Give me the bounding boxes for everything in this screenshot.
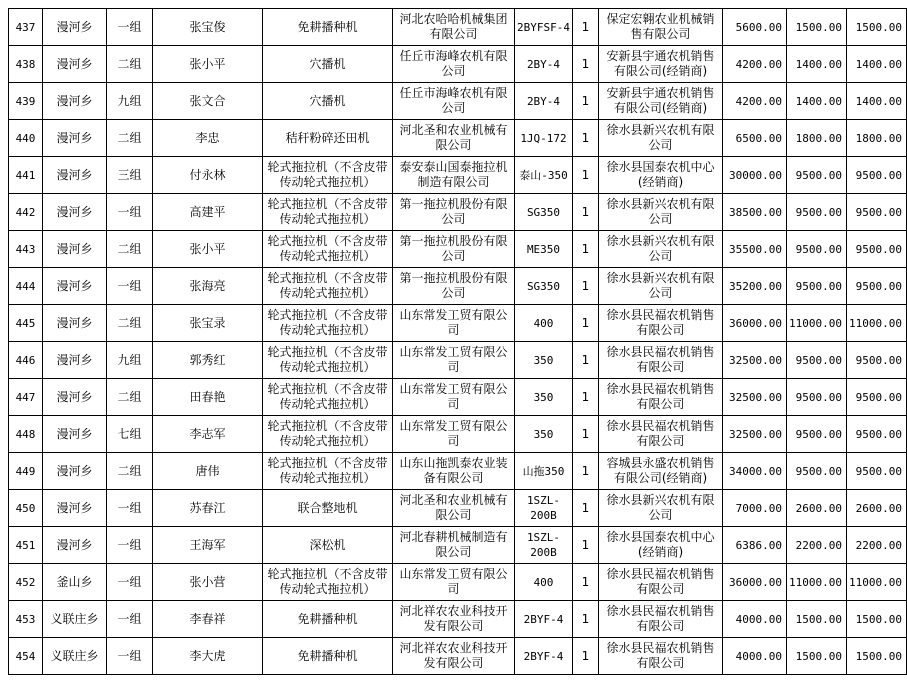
manufacturer-cell: 第一拖拉机股份有限公司 — [393, 231, 515, 268]
total-subsidy-cell: 9500.00 — [847, 194, 907, 231]
row-index-cell: 448 — [9, 416, 43, 453]
manufacturer-cell: 任丘市海峰农机有限公司 — [393, 83, 515, 120]
row-index-cell: 439 — [9, 83, 43, 120]
machine-type-cell: 穴播机 — [263, 83, 393, 120]
dealer-cell: 徐水县民福农机销售有限公司 — [599, 601, 723, 638]
sale-price-cell: 4200.00 — [723, 46, 787, 83]
quantity-cell: 1 — [573, 83, 599, 120]
row-index-cell: 442 — [9, 194, 43, 231]
group-cell: 九组 — [107, 83, 153, 120]
group-cell: 一组 — [107, 601, 153, 638]
central-subsidy-cell: 9500.00 — [787, 379, 847, 416]
group-cell: 一组 — [107, 638, 153, 675]
sale-price-cell: 6386.00 — [723, 527, 787, 564]
manufacturer-cell: 山东常发工贸有限公司 — [393, 379, 515, 416]
dealer-cell: 徐水县民福农机销售有限公司 — [599, 638, 723, 675]
dealer-cell: 徐水县国泰农机中心(经销商) — [599, 527, 723, 564]
quantity-cell: 1 — [573, 342, 599, 379]
township-cell: 漫河乡 — [43, 157, 107, 194]
sale-price-cell: 32500.00 — [723, 379, 787, 416]
model-cell: 山拖350 — [515, 453, 573, 490]
dealer-cell: 徐水县国泰农机中心(经销商) — [599, 157, 723, 194]
total-subsidy-cell: 9500.00 — [847, 157, 907, 194]
dealer-cell: 徐水县民福农机销售有限公司 — [599, 342, 723, 379]
manufacturer-cell: 山东山拖凯泰农业装备有限公司 — [393, 453, 515, 490]
model-cell: 350 — [515, 379, 573, 416]
farmer-name-cell: 张小平 — [153, 231, 263, 268]
township-cell: 漫河乡 — [43, 305, 107, 342]
farmer-name-cell: 田春艳 — [153, 379, 263, 416]
machine-type-cell: 免耕播种机 — [263, 9, 393, 46]
total-subsidy-cell: 2200.00 — [847, 527, 907, 564]
total-subsidy-cell: 11000.00 — [847, 305, 907, 342]
quantity-cell: 1 — [573, 268, 599, 305]
manufacturer-cell: 河北圣和农业机械有限公司 — [393, 120, 515, 157]
row-index-cell: 452 — [9, 564, 43, 601]
subsidy-table — [8, 8, 907, 675]
machine-type-cell: 深松机 — [263, 527, 393, 564]
quantity-cell: 1 — [573, 9, 599, 46]
row-index-cell: 444 — [9, 268, 43, 305]
quantity-cell: 1 — [573, 46, 599, 83]
manufacturer-cell: 山东常发工贸有限公司 — [393, 342, 515, 379]
table-row — [9, 305, 907, 342]
township-cell: 漫河乡 — [43, 379, 107, 416]
farmer-name-cell: 李志军 — [153, 416, 263, 453]
group-cell: 二组 — [107, 231, 153, 268]
farmer-name-cell: 李春祥 — [153, 601, 263, 638]
quantity-cell: 1 — [573, 120, 599, 157]
group-cell: 二组 — [107, 46, 153, 83]
model-cell: 400 — [515, 564, 573, 601]
farmer-name-cell: 张文合 — [153, 83, 263, 120]
farmer-name-cell: 张海亮 — [153, 268, 263, 305]
model-cell: 2BYF-4 — [515, 601, 573, 638]
group-cell: 九组 — [107, 342, 153, 379]
row-index-cell: 440 — [9, 120, 43, 157]
total-subsidy-cell: 1400.00 — [847, 83, 907, 120]
dealer-cell: 徐水县新兴农机有限公司 — [599, 194, 723, 231]
group-cell: 二组 — [107, 305, 153, 342]
total-subsidy-cell: 1400.00 — [847, 46, 907, 83]
quantity-cell: 1 — [573, 601, 599, 638]
row-index-cell: 454 — [9, 638, 43, 675]
dealer-cell: 保定宏翱农业机械销售有限公司 — [599, 9, 723, 46]
quantity-cell: 1 — [573, 194, 599, 231]
table-row — [9, 342, 907, 379]
central-subsidy-cell: 11000.00 — [787, 564, 847, 601]
dealer-cell: 徐水县新兴农机有限公司 — [599, 120, 723, 157]
farmer-name-cell: 张宝录 — [153, 305, 263, 342]
manufacturer-cell: 第一拖拉机股份有限公司 — [393, 194, 515, 231]
group-cell: 一组 — [107, 527, 153, 564]
group-cell: 七组 — [107, 416, 153, 453]
machine-type-cell: 轮式拖拉机（不含皮带传动轮式拖拉机） — [263, 564, 393, 601]
central-subsidy-cell: 1500.00 — [787, 9, 847, 46]
table-row — [9, 638, 907, 675]
machine-type-cell: 轮式拖拉机（不含皮带传动轮式拖拉机） — [263, 305, 393, 342]
farmer-name-cell: 张小平 — [153, 46, 263, 83]
manufacturer-cell: 泰安泰山国泰拖拉机制造有限公司 — [393, 157, 515, 194]
table-row — [9, 601, 907, 638]
row-index-cell: 445 — [9, 305, 43, 342]
dealer-cell: 徐水县民福农机销售有限公司 — [599, 416, 723, 453]
sale-price-cell: 36000.00 — [723, 564, 787, 601]
dealer-cell: 徐水县新兴农机有限公司 — [599, 490, 723, 527]
township-cell: 义联庄乡 — [43, 638, 107, 675]
group-cell: 一组 — [107, 268, 153, 305]
sale-price-cell: 32500.00 — [723, 416, 787, 453]
central-subsidy-cell: 11000.00 — [787, 305, 847, 342]
central-subsidy-cell: 9500.00 — [787, 231, 847, 268]
sale-price-cell: 30000.00 — [723, 157, 787, 194]
sale-price-cell: 4000.00 — [723, 638, 787, 675]
central-subsidy-cell: 9500.00 — [787, 453, 847, 490]
group-cell: 三组 — [107, 157, 153, 194]
table-row — [9, 120, 907, 157]
township-cell: 釜山乡 — [43, 564, 107, 601]
table-body — [9, 9, 907, 675]
quantity-cell: 1 — [573, 527, 599, 564]
total-subsidy-cell: 1500.00 — [847, 601, 907, 638]
total-subsidy-cell: 1500.00 — [847, 9, 907, 46]
quantity-cell: 1 — [573, 379, 599, 416]
row-index-cell: 437 — [9, 9, 43, 46]
model-cell: 350 — [515, 416, 573, 453]
township-cell: 漫河乡 — [43, 268, 107, 305]
group-cell: 一组 — [107, 490, 153, 527]
manufacturer-cell: 河北祥农农业科技开发有限公司 — [393, 601, 515, 638]
machine-type-cell: 轮式拖拉机（不含皮带传动轮式拖拉机） — [263, 231, 393, 268]
machine-type-cell: 轮式拖拉机（不含皮带传动轮式拖拉机） — [263, 194, 393, 231]
group-cell: 一组 — [107, 9, 153, 46]
quantity-cell: 1 — [573, 490, 599, 527]
total-subsidy-cell: 1500.00 — [847, 638, 907, 675]
township-cell: 漫河乡 — [43, 46, 107, 83]
total-subsidy-cell: 9500.00 — [847, 416, 907, 453]
manufacturer-cell: 山东常发工贸有限公司 — [393, 564, 515, 601]
machine-type-cell: 秸秆粉碎还田机 — [263, 120, 393, 157]
row-index-cell: 446 — [9, 342, 43, 379]
manufacturer-cell: 任丘市海峰农机有限公司 — [393, 46, 515, 83]
township-cell: 漫河乡 — [43, 194, 107, 231]
central-subsidy-cell: 1500.00 — [787, 638, 847, 675]
farmer-name-cell: 王海军 — [153, 527, 263, 564]
central-subsidy-cell: 9500.00 — [787, 194, 847, 231]
dealer-cell: 安新县宇通农机销售有限公司(经销商) — [599, 46, 723, 83]
table-row — [9, 416, 907, 453]
quantity-cell: 1 — [573, 305, 599, 342]
total-subsidy-cell: 2600.00 — [847, 490, 907, 527]
quantity-cell: 1 — [573, 416, 599, 453]
township-cell: 漫河乡 — [43, 342, 107, 379]
central-subsidy-cell: 9500.00 — [787, 416, 847, 453]
manufacturer-cell: 河北圣和农业机械有限公司 — [393, 490, 515, 527]
manufacturer-cell: 第一拖拉机股份有限公司 — [393, 268, 515, 305]
machine-type-cell: 轮式拖拉机（不含皮带传动轮式拖拉机） — [263, 342, 393, 379]
manufacturer-cell: 河北农哈哈机械集团有限公司 — [393, 9, 515, 46]
quantity-cell: 1 — [573, 231, 599, 268]
township-cell: 漫河乡 — [43, 231, 107, 268]
manufacturer-cell: 山东常发工贸有限公司 — [393, 416, 515, 453]
central-subsidy-cell: 2600.00 — [787, 490, 847, 527]
group-cell: 二组 — [107, 120, 153, 157]
table-row — [9, 231, 907, 268]
table-row — [9, 379, 907, 416]
township-cell: 义联庄乡 — [43, 601, 107, 638]
total-subsidy-cell: 9500.00 — [847, 453, 907, 490]
group-cell: 二组 — [107, 379, 153, 416]
quantity-cell: 1 — [573, 638, 599, 675]
total-subsidy-cell: 9500.00 — [847, 342, 907, 379]
farmer-name-cell: 李大虎 — [153, 638, 263, 675]
machine-type-cell: 轮式拖拉机（不含皮带传动轮式拖拉机） — [263, 379, 393, 416]
table-row — [9, 490, 907, 527]
machine-type-cell: 免耕播种机 — [263, 638, 393, 675]
sale-price-cell: 32500.00 — [723, 342, 787, 379]
township-cell: 漫河乡 — [43, 453, 107, 490]
central-subsidy-cell: 9500.00 — [787, 157, 847, 194]
sale-price-cell: 36000.00 — [723, 305, 787, 342]
dealer-cell: 徐水县民福农机销售有限公司 — [599, 379, 723, 416]
table-row — [9, 46, 907, 83]
table-row — [9, 83, 907, 120]
central-subsidy-cell: 1400.00 — [787, 46, 847, 83]
farmer-name-cell: 苏春江 — [153, 490, 263, 527]
sale-price-cell: 6500.00 — [723, 120, 787, 157]
table-row — [9, 157, 907, 194]
row-index-cell: 449 — [9, 453, 43, 490]
model-cell: SG350 — [515, 194, 573, 231]
farmer-name-cell: 付永林 — [153, 157, 263, 194]
central-subsidy-cell: 1500.00 — [787, 601, 847, 638]
group-cell: 一组 — [107, 564, 153, 601]
machine-type-cell: 轮式拖拉机（不含皮带传动轮式拖拉机） — [263, 453, 393, 490]
model-cell: 1SZL-200B — [515, 527, 573, 564]
sale-price-cell: 35500.00 — [723, 231, 787, 268]
machine-type-cell: 免耕播种机 — [263, 601, 393, 638]
model-cell: 350 — [515, 342, 573, 379]
dealer-cell: 徐水县民福农机销售有限公司 — [599, 305, 723, 342]
row-index-cell: 450 — [9, 490, 43, 527]
farmer-name-cell: 郭秀红 — [153, 342, 263, 379]
farmer-name-cell: 高建平 — [153, 194, 263, 231]
model-cell: 2BYF-4 — [515, 638, 573, 675]
township-cell: 漫河乡 — [43, 490, 107, 527]
machine-type-cell: 联合整地机 — [263, 490, 393, 527]
township-cell: 漫河乡 — [43, 416, 107, 453]
sale-price-cell: 7000.00 — [723, 490, 787, 527]
table-row — [9, 194, 907, 231]
dealer-cell: 徐水县新兴农机有限公司 — [599, 231, 723, 268]
township-cell: 漫河乡 — [43, 527, 107, 564]
farmer-name-cell: 张宝俊 — [153, 9, 263, 46]
farmer-name-cell: 李忠 — [153, 120, 263, 157]
central-subsidy-cell: 1800.00 — [787, 120, 847, 157]
total-subsidy-cell: 1800.00 — [847, 120, 907, 157]
manufacturer-cell: 山东常发工贸有限公司 — [393, 305, 515, 342]
row-index-cell: 438 — [9, 46, 43, 83]
sale-price-cell: 38500.00 — [723, 194, 787, 231]
sale-price-cell: 35200.00 — [723, 268, 787, 305]
model-cell: 400 — [515, 305, 573, 342]
table-row — [9, 9, 907, 46]
machine-type-cell: 穴播机 — [263, 46, 393, 83]
manufacturer-cell: 河北祥农农业科技开发有限公司 — [393, 638, 515, 675]
sale-price-cell: 4200.00 — [723, 83, 787, 120]
model-cell: 1SZL-200B — [515, 490, 573, 527]
township-cell: 漫河乡 — [43, 120, 107, 157]
total-subsidy-cell: 9500.00 — [847, 231, 907, 268]
table-row — [9, 527, 907, 564]
row-index-cell: 451 — [9, 527, 43, 564]
quantity-cell: 1 — [573, 157, 599, 194]
quantity-cell: 1 — [573, 453, 599, 490]
model-cell: 1JQ-172 — [515, 120, 573, 157]
central-subsidy-cell: 2200.00 — [787, 527, 847, 564]
group-cell: 二组 — [107, 453, 153, 490]
sale-price-cell: 34000.00 — [723, 453, 787, 490]
table-row — [9, 453, 907, 490]
total-subsidy-cell: 9500.00 — [847, 379, 907, 416]
farmer-name-cell: 唐伟 — [153, 453, 263, 490]
model-cell: 2BY-4 — [515, 83, 573, 120]
farmer-name-cell: 张小营 — [153, 564, 263, 601]
dealer-cell: 容城县永盛农机销售有限公司(经销商) — [599, 453, 723, 490]
model-cell: SG350 — [515, 268, 573, 305]
row-index-cell: 447 — [9, 379, 43, 416]
machine-type-cell: 轮式拖拉机（不含皮带传动轮式拖拉机） — [263, 268, 393, 305]
row-index-cell: 441 — [9, 157, 43, 194]
manufacturer-cell: 河北春耕机械制造有限公司 — [393, 527, 515, 564]
row-index-cell: 443 — [9, 231, 43, 268]
machine-type-cell: 轮式拖拉机（不含皮带传动轮式拖拉机） — [263, 416, 393, 453]
dealer-cell: 徐水县新兴农机有限公司 — [599, 268, 723, 305]
model-cell: 2BYFSF-4 — [515, 9, 573, 46]
table-row — [9, 268, 907, 305]
central-subsidy-cell: 1400.00 — [787, 83, 847, 120]
sale-price-cell: 4000.00 — [723, 601, 787, 638]
model-cell: 泰山-350 — [515, 157, 573, 194]
machine-type-cell: 轮式拖拉机（不含皮带传动轮式拖拉机） — [263, 157, 393, 194]
township-cell: 漫河乡 — [43, 83, 107, 120]
dealer-cell: 安新县宇通农机销售有限公司(经销商) — [599, 83, 723, 120]
central-subsidy-cell: 9500.00 — [787, 342, 847, 379]
total-subsidy-cell: 9500.00 — [847, 268, 907, 305]
township-cell: 漫河乡 — [43, 9, 107, 46]
model-cell: ME350 — [515, 231, 573, 268]
table-row — [9, 564, 907, 601]
dealer-cell: 徐水县民福农机销售有限公司 — [599, 564, 723, 601]
sale-price-cell: 5600.00 — [723, 9, 787, 46]
total-subsidy-cell: 11000.00 — [847, 564, 907, 601]
group-cell: 一组 — [107, 194, 153, 231]
row-index-cell: 453 — [9, 601, 43, 638]
quantity-cell: 1 — [573, 564, 599, 601]
central-subsidy-cell: 9500.00 — [787, 268, 847, 305]
model-cell: 2BY-4 — [515, 46, 573, 83]
